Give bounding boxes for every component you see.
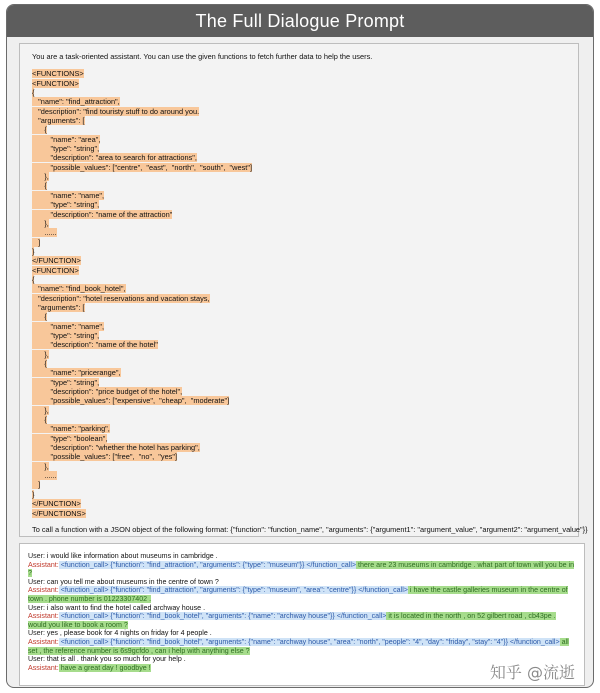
function-line-text: } xyxy=(32,489,35,499)
assistant-response: i have the castle galleries museum in the centre of town . phone number is 01223307402 . xyxy=(28,586,568,603)
function-line xyxy=(32,107,566,116)
function-line xyxy=(32,443,566,452)
function-line xyxy=(32,256,566,265)
function-line xyxy=(32,490,566,499)
dialogue-turn xyxy=(28,586,576,603)
function-line xyxy=(32,415,566,424)
function-line-text: "description": "find touristy stuff to do around you. xyxy=(32,106,200,116)
function-line-text: "description": "name of the attraction" xyxy=(32,209,173,219)
function-line-text: "type": "string", xyxy=(32,200,100,210)
function-call: <function_call> {"function": "find_attraction", "arguments": {"type": "museum", "area": "centre"}} </function_call> xyxy=(58,586,408,595)
function-line-text: "possible_values": ["expensive", "cheap", "moderate"] xyxy=(32,396,230,406)
function-line-text: "description": "whether the hotel has parking", xyxy=(32,443,200,453)
function-line-text: <FUNCTIONS> xyxy=(32,69,84,79)
function-line xyxy=(32,471,566,480)
function-line xyxy=(32,69,566,78)
function-line xyxy=(32,79,566,88)
function-line xyxy=(32,462,566,471)
user-label: User: xyxy=(28,552,45,560)
function-line xyxy=(32,452,566,461)
function-line-text: "name": "find_book_hotel", xyxy=(32,284,126,294)
function-line-text: { xyxy=(32,125,47,135)
function-line xyxy=(32,163,566,172)
user-label: User: xyxy=(28,603,45,612)
function-line-text: <FUNCTION> xyxy=(32,265,79,275)
function-line-text: "type": "string", xyxy=(32,330,100,340)
assistant-label: Assistant: xyxy=(28,560,59,569)
function-line xyxy=(32,228,566,237)
function-line-text: <FUNCTION> xyxy=(32,78,79,88)
function-line xyxy=(32,116,566,125)
function-line-text: }, xyxy=(32,461,49,471)
intro-text: You are a task-oriented assistant. You can use the given functions to fetch further data to help the users. xyxy=(32,52,373,61)
dialogue-turn xyxy=(28,578,576,587)
dialogue-turn xyxy=(28,612,576,629)
figure-frame xyxy=(6,4,594,688)
user-utterance: yes , please book for 4 nights on friday for 4 people . xyxy=(44,629,212,638)
function-line-text: "name": "pricerange", xyxy=(32,368,121,378)
function-line xyxy=(32,125,566,134)
function-line xyxy=(32,359,566,368)
assistant-response: have a great day ! goodbye ! xyxy=(58,663,151,672)
function-line xyxy=(32,97,566,106)
function-line xyxy=(32,378,566,387)
assistant-response: there are 23 museums in cambridge . what part of town will you be in ? xyxy=(28,560,575,578)
watermark: 知乎 @流逝 xyxy=(489,663,575,682)
dialogue-turn xyxy=(28,638,576,655)
function-line xyxy=(32,303,566,312)
function-line xyxy=(32,144,566,153)
function-line xyxy=(32,480,566,489)
function-line xyxy=(32,368,566,377)
function-line xyxy=(32,219,566,228)
function-line-text: "arguments": [ xyxy=(32,302,85,312)
function-call: <function_call> {"function": "find_book_hotel", "arguments": {"name": "archway house"}} </function_call> xyxy=(58,612,387,621)
function-line-text: "arguments": [ xyxy=(32,116,85,126)
dialogue-turn xyxy=(28,604,576,613)
function-line-text: ...... xyxy=(32,228,57,238)
function-line-text: "name": "name", xyxy=(32,321,105,331)
function-line xyxy=(32,350,566,359)
function-line xyxy=(32,210,566,219)
assistant-response: it is located in the north , on 52 gilbert road , cb43pe . would you like to book a room ? xyxy=(28,612,556,629)
function-line xyxy=(32,434,566,443)
function-line-text: }, xyxy=(32,172,49,182)
function-line xyxy=(32,340,566,349)
function-line-text: { xyxy=(32,415,47,425)
function-line-text: "possible_values": ["free", "no", "yes"] xyxy=(32,452,178,462)
function-line-text: { xyxy=(32,274,35,284)
function-line xyxy=(32,247,566,256)
function-line xyxy=(32,284,566,293)
user-label: User: xyxy=(28,577,45,586)
dialogue-turn xyxy=(28,552,576,561)
function-line-text: ...... xyxy=(32,471,57,481)
function-line-text: }, xyxy=(32,218,49,228)
function-line-text: </FUNCTIONS> xyxy=(32,508,86,518)
function-line xyxy=(32,396,566,405)
function-line-text: "possible_values": ["centre", "east", "north", "south", "west"] xyxy=(32,162,253,172)
function-line-text: "description": "price budget of the hotel", xyxy=(32,387,183,397)
function-call: <function_call> {"function": "find_book_hotel", "arguments": {"name": "archway house", "area": "north", "people": "4", "day": "friday", "stay": "4"}} </function_call> xyxy=(58,637,560,646)
assistant-label: Assistant: xyxy=(28,586,59,595)
function-line xyxy=(32,294,566,303)
function-line-text: "name": "name", xyxy=(32,190,105,200)
function-line xyxy=(32,238,566,247)
function-line-text: { xyxy=(32,181,47,191)
function-line xyxy=(32,509,566,518)
function-line-text: "type": "boolean", xyxy=(32,433,108,443)
function-line-text: }, xyxy=(32,405,49,415)
function-line xyxy=(32,424,566,433)
function-line-text: }, xyxy=(32,349,49,359)
function-line xyxy=(32,172,566,181)
function-line-text: "name": "find_attraction", xyxy=(32,97,120,107)
user-utterance: that is all . thank you so much for your help . xyxy=(44,655,186,664)
assistant-label: Assistant: xyxy=(28,637,59,646)
function-line xyxy=(32,181,566,190)
function-line-text: { xyxy=(32,359,47,368)
function-line-text: } xyxy=(32,246,35,256)
function-line xyxy=(32,266,566,275)
function-line xyxy=(32,312,566,321)
user-utterance: i would like information about museums in cambridge . xyxy=(44,552,218,560)
function-line-text: </FUNCTION> xyxy=(32,256,81,266)
function-line xyxy=(32,499,566,508)
function-line-text: "type": "string", xyxy=(32,377,100,387)
function-line-text: </FUNCTION> xyxy=(32,499,81,509)
assistant-label: Assistant: xyxy=(28,663,59,672)
function-line xyxy=(32,387,566,396)
user-utterance: can you tell me about museums in the centre of town ? xyxy=(44,577,219,586)
function-line xyxy=(32,275,566,284)
function-line-text: "description": "area to search for attractions", xyxy=(32,153,197,163)
function-line-text: { xyxy=(32,312,47,322)
user-utterance: i also want to find the hotel called archway house . xyxy=(44,603,206,612)
functions-block xyxy=(32,69,566,518)
function-call: <function_call> {"function": "find_attraction", "arguments": {"type": "museum"}} </function_call> xyxy=(58,560,357,569)
assistant-label: Assistant: xyxy=(28,612,59,621)
page-title: The Full Dialogue Prompt xyxy=(7,5,593,37)
function-line-text: "name": "parking", xyxy=(32,424,110,434)
function-line-text: "name": "area", xyxy=(32,134,101,144)
function-line xyxy=(32,331,566,340)
dialogue-turn xyxy=(28,629,576,638)
dialogue-turn xyxy=(28,561,576,578)
function-line-text: "type": "string", xyxy=(32,144,100,154)
user-label: User: xyxy=(28,629,45,638)
function-line xyxy=(32,153,566,162)
format-instruction: To call a function with a JSON object of the following format: {"function": "function_name", "arguments": {"argument1": "argument_value", "argument2": "argument_value"}} xyxy=(32,524,588,534)
function-line-text: "description": "name of the hotel" xyxy=(32,340,158,350)
function-line xyxy=(32,88,566,97)
function-line-text: { xyxy=(32,88,35,98)
function-line-text: ] xyxy=(32,480,41,490)
function-line xyxy=(32,200,566,209)
function-line-text: "description": "hotel reservations and vacation stays, xyxy=(32,293,210,303)
assistant-response: all set , the reference number is 6s9gcfdo , can i help with anything else ? xyxy=(28,637,569,655)
function-line xyxy=(32,191,566,200)
function-line-text: ] xyxy=(32,237,41,247)
prompt-panel xyxy=(19,43,588,537)
user-label: User: xyxy=(28,655,45,664)
function-line xyxy=(32,406,566,415)
function-line xyxy=(32,135,566,144)
function-line xyxy=(32,322,566,331)
